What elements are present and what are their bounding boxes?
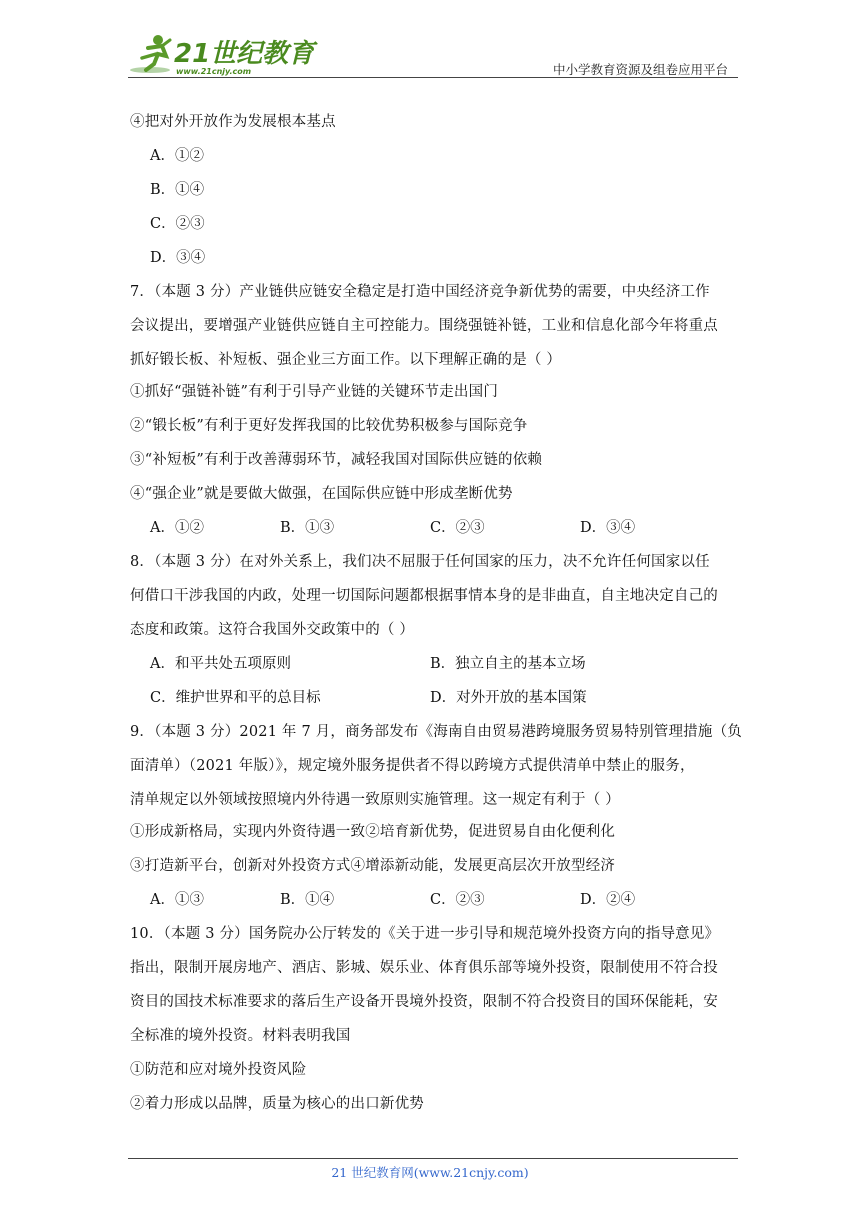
q9-stem-line-1: 9．（本题 3 分）2021 年 7 月，商务部发布《海南自由贸易港跨境服务贸易特别管理措施（负 <box>130 724 742 740</box>
q10-statement-2: ②着力形成以品牌，质量为核心的出口新优势 <box>130 1096 424 1112</box>
svg-text:21世纪教育: 21世纪教育 <box>174 39 315 69</box>
q7-statement-3: ③“补短板”有利于改善薄弱环节，减轻我国对国际供应链的依赖 <box>130 452 543 468</box>
svg-text:www.21cnjy.com: www.21cnjy.com <box>176 67 252 76</box>
footer-site-link[interactable]: 21 世纪教育网(www.21cnjy.com) <box>331 1165 529 1180</box>
q7-stem-line-3: 抓好锻长板、补短板、强企业三方面工作。以下理解正确的是（ ） <box>130 352 562 368</box>
q7-option-d: D．③④ <box>580 520 636 536</box>
logo <box>128 32 315 76</box>
q10-stem-line-2: 指出，限制开展房地产、酒店、影城、娱乐业、体育俱乐部等境外投资，限制使用不符合投 <box>130 960 718 976</box>
q9-statement-2: ③打造新平台，创新对外投资方式④增添新动能，发展更高层次开放型经济 <box>130 858 616 874</box>
q7-statement-2: ②“锻长板”有利于更好发挥我国的比较优势积极参与国际竞争 <box>130 418 528 434</box>
header-divider <box>128 77 738 78</box>
logo-runner-icon <box>128 32 315 76</box>
header-platform-text: 中小学教育资源及组卷应用平台 <box>552 62 728 77</box>
q10-stem-line-3: 资目的国技术标准要求的落后生产设备开畏境外投资，限制不符合投资目的国环保能耗，安 <box>130 994 718 1010</box>
q8-stem-line-1: 8．（本题 3 分）在对外关系上，我们决不屈服于任何国家的压力，决不允许任何国家以任 <box>130 554 710 570</box>
q8-option-b: B．独立自主的基本立场 <box>430 656 586 672</box>
q7-option-b: B．①③ <box>280 520 335 536</box>
q9-stem-line-2: 面清单）（2021 年版）》，规定境外服务提供者不得以跨境方式提供清单中禁止的服务， <box>130 758 695 774</box>
q9-option-c: C．②③ <box>430 892 485 908</box>
q9-option-a: A．①③ <box>150 892 204 908</box>
q9-option-d: D．②④ <box>580 892 636 908</box>
q6-option-c: C．②③ <box>150 216 205 232</box>
q9-option-b: B．①④ <box>280 892 335 908</box>
q8-option-d: D．对外开放的基本国策 <box>430 690 587 706</box>
q7-stem-line-1: 7．（本题 3 分）产业链供应链安全稳定是打造中国经济竞争新优势的需要，中央经济工作 <box>130 284 710 300</box>
q8-stem-line-3: 态度和政策。这符合我国外交政策中的（ ） <box>130 622 415 638</box>
q10-stem-line-1: 10．（本题 3 分）国务院办公厅转发的《关于进一步引导和规范境外投资方向的指导意见》 <box>130 926 720 942</box>
q7-option-a: A．①② <box>150 520 204 536</box>
q7-stem-line-2: 会议提出，要增强产业链供应链自主可控能力。围绕强链补链，工业和信息化部今年将重点 <box>130 318 718 334</box>
q8-stem-line-2: 何借口干涉我国的内政，处理一切国际问题都根据事情本身的是非曲直，自主地决定自己的 <box>130 588 718 604</box>
q7-statement-4: ④“强企业”就是要做大做强，在国际供应链中形成垄断优势 <box>130 486 513 502</box>
page-header <box>128 30 738 78</box>
q6-option-d: D．③④ <box>150 250 206 266</box>
q10-stem-line-4: 全标准的境外投资。材料表明我国 <box>130 1028 351 1044</box>
q6-option-a: A．①② <box>150 148 204 164</box>
statement-4: ④把对外开放作为发展根本基点 <box>130 114 336 130</box>
q7-statement-1: ①抓好“强链补链”有利于引导产业链的关键环节走出国门 <box>130 384 499 400</box>
footer-divider <box>128 1158 738 1159</box>
q8-option-c: C．维护世界和平的总目标 <box>150 690 321 706</box>
q7-option-c: C．②③ <box>430 520 485 536</box>
q9-statement-1: ①形成新格局，实现内外资待遇一致②培育新优势，促进贸易自由化便利化 <box>130 824 616 840</box>
q10-statement-1: ①防范和应对境外投资风险 <box>130 1062 307 1078</box>
q6-option-b: B．①④ <box>150 182 205 198</box>
q8-option-a: A．和平共处五项原则 <box>150 656 291 672</box>
q9-stem-line-3: 清单规定以外领域按照境内外待遇一致原则实施管理。这一规定有利于（ ） <box>130 792 620 808</box>
